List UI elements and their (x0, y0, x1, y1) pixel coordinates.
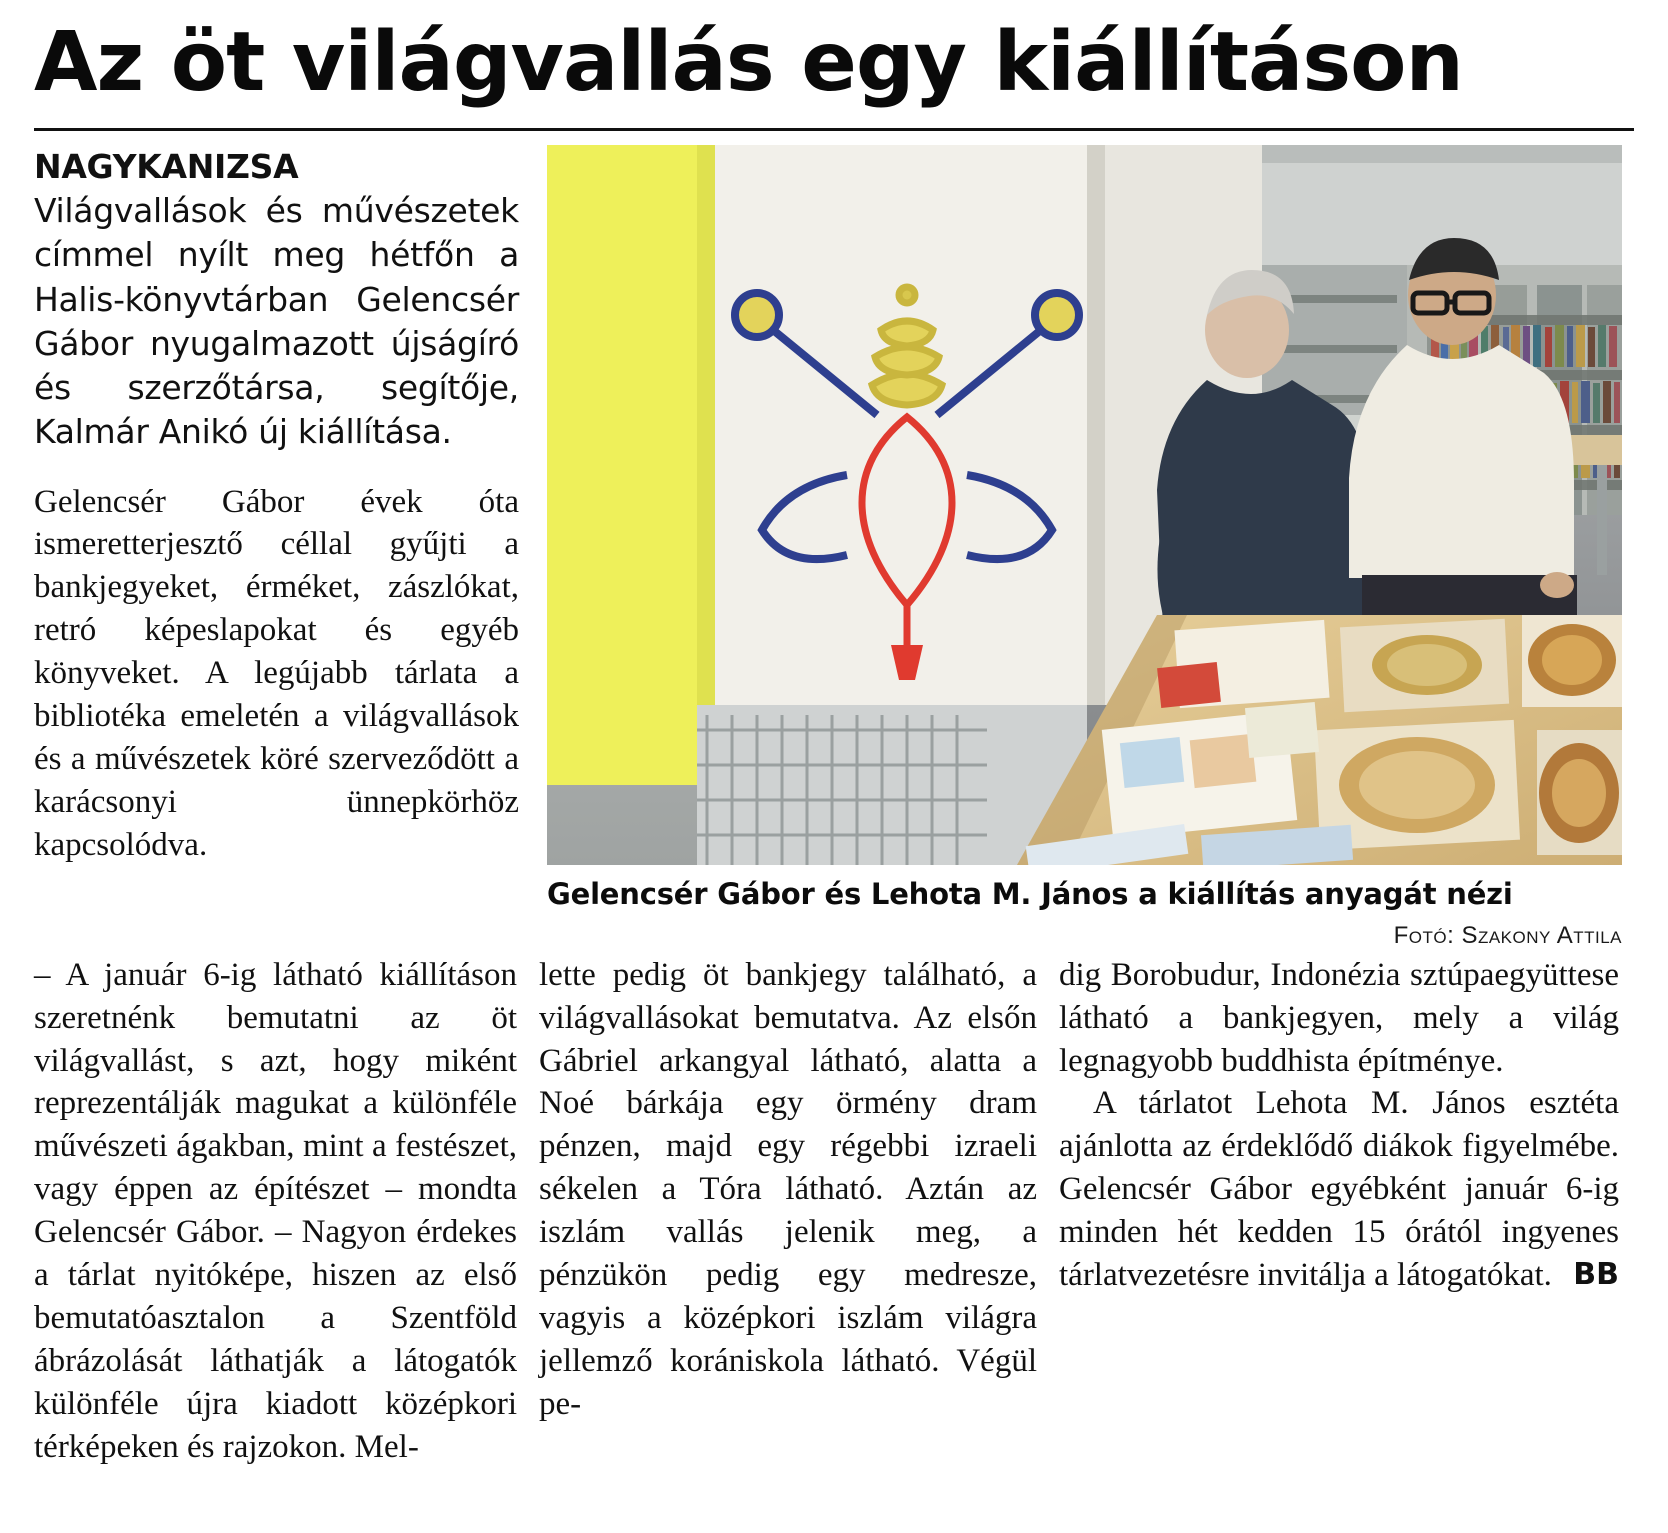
upper-region (34, 145, 1634, 950)
lower-region (34, 954, 1634, 1469)
body-paragraph-3: lette pedig öt bankjegy található, a világvallásokat bemutatva. Az elsőn Gábriel arkangyal látható, alatta a Noé bárkája egy örmény dram pénzen, majd egy régebbi izraeli sékelen a Tóra látható. Aztán az iszlám vallás jelenik meg, a pénzükön pedig egy medresze, vagyis a középkori iszlám világra jellemző korániskola látható. Végül pe- (539, 956, 1037, 1422)
body-paragraph-1: Gelencsér Gábor évek óta ismeretterjesztő céllal gyűjti a bankjegyeket, érméket, zászlókat, retró képeslapokat és egyéb könyveket. A legújabb tárlata a bibliotéka emeletén a világvallások és a művészetek köré szerveződött a karácsonyi ünnepkörhöz kapcsolódva. (34, 483, 519, 863)
photo-block (547, 145, 1622, 950)
body-paragraph-4: dig Borobudur, Indonézia sztúpaegyüttese látható a bankjegyen, mely a világ legnagyobb buddhista építménye. (1059, 956, 1619, 1079)
article-photo (547, 145, 1622, 865)
lead-paragraph (34, 145, 519, 455)
author-signoff: BB (1573, 1256, 1619, 1292)
column-two (539, 954, 1059, 1426)
newspaper-page (0, 15, 1668, 1533)
column-one (34, 145, 539, 867)
photo-credit: Fotó: Szakony Attila (1393, 921, 1622, 949)
body-paragraph-5: A tárlatot Lehota M. János esztéta ajánlotta az érdeklődő diákok figyelmébe. Gelencsér Gábor egyébként január 6-ig minden hét kedden 15 órától ingyenes tárlatvezetésre invitálja a látogatókat. (1059, 1085, 1619, 1294)
photo-illustration (547, 145, 1622, 865)
page-title: Az öt világvallás egy kiállításon (34, 15, 1463, 110)
body-paragraph-2: – A január 6-ig látható kiállításon szeretnénk bemutatni az öt világvallást, s azt, hogy miként reprezentálják magukat a különféle művészeti ágakban, mint a festészet, vagy éppen az építészet – mondta Gelencsér Gábor. – Nagyon érdekes a tárlat nyitóképe, hiszen az első bemutatóasztalon a Szentföld ábrázolását láthatják a látogatók különféle újra kiadott középkori térképeken és rajzokon. Mel- (34, 956, 517, 1465)
column-one-continued (34, 954, 539, 1469)
photo-caption: Gelencsér Gábor és Lehota M. János a kiállítás anyagát nézi (547, 877, 1513, 911)
column-three (1059, 954, 1619, 1292)
header-divider (34, 128, 1634, 131)
lead-text: Világvallások és művészetek címmel nyílt meg hétfőn a Halis-könyvtárban Gelencsér Gábor nyugalmazott újságíró és szerzőtársa, segítője, Kalmár Anikó új kiállítása. (34, 191, 519, 452)
dateline: NAGYKANIZSA (34, 147, 299, 186)
